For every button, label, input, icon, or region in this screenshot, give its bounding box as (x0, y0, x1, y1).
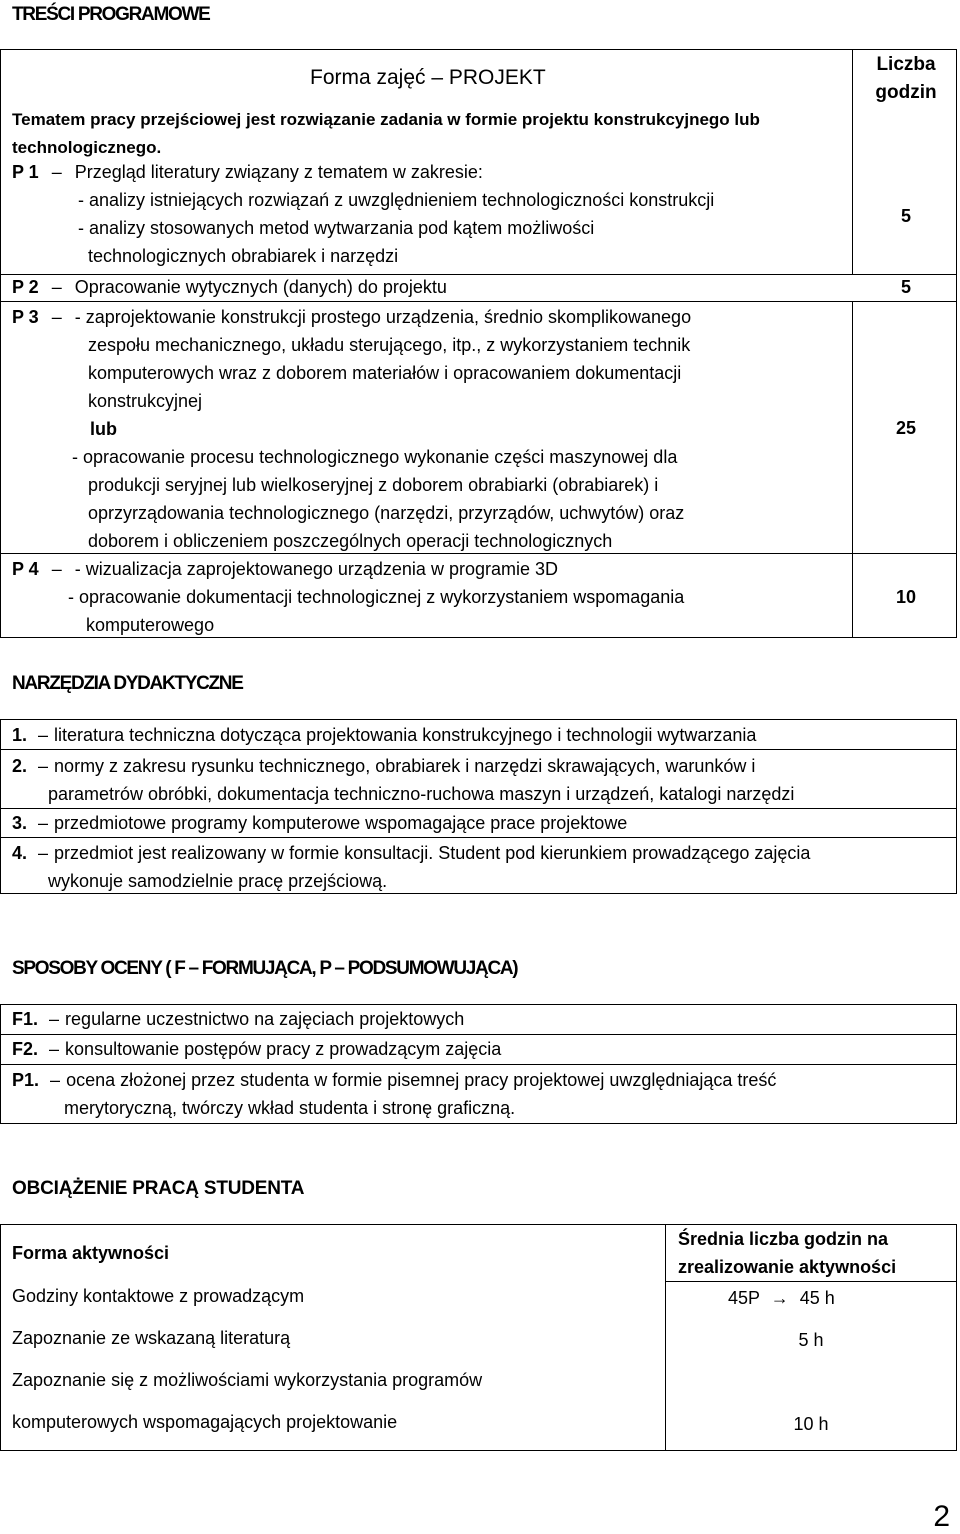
workload-activity: Godziny kontaktowe z prowadzącym (12, 1286, 305, 1306)
p1-title: Przegląd literatury związany z tematem w zakresie: (74, 162, 483, 182)
workload-col2-header: Średnia liczba godzin na (678, 1229, 889, 1249)
intro-line: Tematem pracy przejściowej jest rozwiązanie zadania w formie projektu konstrukcyjnego lub (12, 110, 760, 129)
tools-item-num: 1. (12, 725, 28, 745)
workload-activity: Zapoznanie ze wskazaną literaturą (12, 1328, 291, 1348)
workload-hours (728, 1284, 835, 1312)
tools-item-text: literatura techniczna dotycząca projektowania konstrukcyjnego i technologii wytwarzania (54, 725, 757, 745)
hours-header (854, 51, 958, 107)
p1-line: - analizy istniejących rozwiązań z uwzględnieniem technologiczności konstrukcji (78, 190, 715, 210)
tools-item-text: parametrów obróbki, dokumentacja techniczno-ruchowa maszyn i urządzeń, katalogi narzędzi (48, 784, 795, 804)
tools-item-text: przedmiot jest realizowany w formie konsultacji. Student pod kierunkiem prowadzącego zajęcia (54, 843, 811, 863)
intro-line: technologicznego. (12, 138, 162, 157)
tools-item-text: wykonuje samodzielnie pracę przejściową. (48, 871, 388, 891)
tools-item: 2. – normy z zakresu rysunku technicznego, obrabiarek i narzędzi skrawających, warunków i (12, 756, 756, 776)
workload-hours-prefix: 45P (728, 1288, 760, 1308)
assessment-text: konsultowanie postępów pracy z prowadzącym zajęcia (65, 1039, 502, 1059)
workload-hours: 10 h (793, 1414, 829, 1434)
workload-hours-value: 45 h (799, 1288, 835, 1308)
p3-row: P 3 – - zaprojektowanie konstrukcji prostego urządzenia, średnio skomplikowanego (12, 307, 692, 327)
section-heading-tools: NARZĘDZIA DYDAKTYCZNE (12, 673, 243, 694)
p3-line: oprzyrządowania technologicznego (narzędzi, przyrządów, uchwytów) oraz (88, 503, 685, 523)
assessment-item: P1. – ocena złożonej przez studenta w formie pisemnej pracy projektowej uwzględniająca treść (12, 1070, 777, 1090)
workload-hours: 5 h (798, 1330, 824, 1350)
row-divider (0, 1064, 957, 1065)
row-divider (0, 749, 957, 750)
assessment-code: F2. (12, 1039, 39, 1059)
section-heading-assessment: SPOSOBY OCENY ( F – FORMUJĄCA, P – PODSUMOWUJĄCA) (12, 958, 518, 979)
hours-header-line: Liczba (876, 54, 936, 75)
p3-code: P 3 (12, 307, 39, 327)
p3-line: konstrukcyjnej (88, 391, 203, 411)
p3-line: - zaprojektowanie konstrukcji prostego urządzenia, średnio skomplikowanego (74, 307, 692, 327)
page-number: 2 (933, 1500, 950, 1533)
p1-code: P 1 (12, 162, 39, 182)
p1-row: P 1 – Przegląd literatury związany z tematem w zakresie: (12, 162, 483, 182)
assessment-code: P1. (12, 1070, 40, 1090)
p3-line: - opracowanie procesu technologicznego wykonanie części maszynowej dla (72, 447, 678, 467)
tools-item-num: 2. (12, 756, 28, 776)
p2-row: P 2 – Opracowanie wytycznych (danych) do projektu (12, 277, 447, 297)
p4-line: - wizualizacja zaprojektowanego urządzenia w programie 3D (74, 559, 558, 579)
tools-item-text: przedmiotowe programy komputerowe wspomagające prace projektowe (54, 813, 628, 833)
arrow-right-icon: → (770, 1288, 789, 1308)
workload-col2-header: zrealizowanie aktywności (678, 1257, 897, 1277)
tools-item: 4. – przedmiot jest realizowany w formie konsultacji. Student pod kierunkiem prowadzącego zajęcia (12, 843, 811, 863)
tools-item: 3. – przedmiotowe programy komputerowe wspomagające prace projektowe (12, 813, 628, 833)
tools-item: 1. – literatura techniczna dotycząca projektowania konstrukcyjnego i technologii wytwarzania (12, 725, 757, 745)
col-divider (852, 49, 853, 275)
tools-item-num: 3. (12, 813, 28, 833)
assessment-text: regularne uczestnictwo na zajęciach projektowych (65, 1009, 465, 1029)
section-heading-workload: OBCIĄŻENIE PRACĄ STUDENTA (12, 1178, 305, 1199)
p3-line: komputerowych wraz z doborem materiałów i opracowaniem dokumentacji (88, 363, 682, 383)
assessment-item: F2. – konsultowanie postępów pracy z prowadzącym zajęcia (12, 1039, 502, 1059)
form-title: Forma zajęć – PROJEKT (310, 66, 546, 89)
p2-title: Opracowanie wytycznych (danych) do projektu (74, 277, 447, 297)
tools-item-num: 4. (12, 843, 28, 863)
tools-item-text: normy z zakresu rysunku technicznego, obrabiarek i narzędzi skrawających, warunków i (54, 756, 756, 776)
p3-hours: 25 (895, 418, 917, 438)
assessment-text: merytoryczną, twórczy wkład studenta i stronę graficzną. (64, 1098, 516, 1118)
p4-hours: 10 (895, 587, 917, 607)
workload-col1-header: Forma aktywności (12, 1243, 170, 1263)
assessment-code: F1. (12, 1009, 39, 1029)
hours-header-line: godzin (875, 82, 937, 103)
p3-line: lub (90, 419, 117, 439)
p4-line: - opracowanie dokumentacji technologicznej z wykorzystaniem wspomagania (68, 587, 685, 607)
workload-activity: Zapoznanie się z możliwościami wykorzystania programów (12, 1370, 483, 1390)
workload-activity: komputerowych wspomagających projektowanie (12, 1412, 398, 1432)
row-divider (0, 301, 957, 302)
p2-code: P 2 (12, 277, 39, 297)
p1-line: technologicznych obrabiarek i narzędzi (88, 246, 399, 266)
p4-code: P 4 (12, 559, 39, 579)
p1-hours: 5 (900, 206, 911, 226)
row-divider (0, 837, 957, 838)
assessment-text: ocena złożonej przez studenta w formie pisemnej pracy projektowej uwzględniająca treść (66, 1070, 777, 1090)
row-divider (665, 1281, 957, 1282)
col-divider (852, 302, 853, 638)
p4-line: komputerowego (86, 615, 215, 635)
p3-line: produkcji seryjnej lub wielkoseryjnej z doborem obrabiarki (obrabiarek) i (88, 475, 659, 495)
p3-line: doborem i obliczeniem poszczególnych operacji technologicznych (88, 531, 613, 551)
assessment-item: F1. – regularne uczestnictwo na zajęciach projektowych (12, 1009, 465, 1029)
p2-hours: 5 (900, 277, 911, 297)
p4-row: P 4 – - wizualizacja zaprojektowanego urządzenia w programie 3D (12, 559, 558, 579)
section-heading-program: TREŚCI PROGRAMOWE (12, 4, 210, 25)
p3-line: zespołu mechanicznego, układu sterującego, itp., z wykorzystaniem technik (88, 335, 691, 355)
p1-line: - analizy stosowanych metod wytwarzania pod kątem możliwości (78, 218, 595, 238)
